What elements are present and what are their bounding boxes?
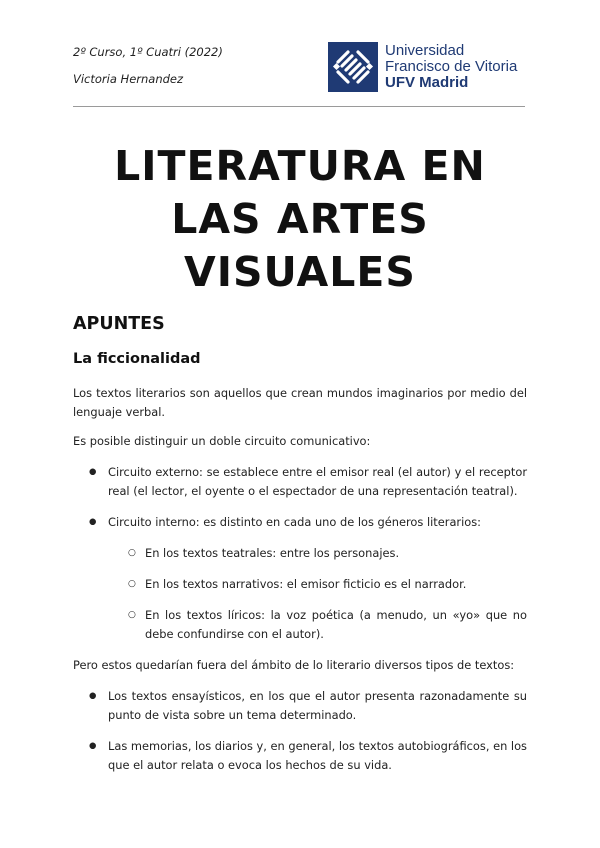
- section-subheading: La ficcionalidad: [73, 351, 201, 367]
- logo-line-3: UFV Madrid: [385, 74, 469, 91]
- list-item: ● Circuito externo: se establece entre el emisor real (el autor) y el receptor real (el lector, el oyente o el espectador de una representación teatral).: [73, 463, 527, 501]
- list-item: [73, 513, 527, 644]
- sub-list-item: ○ En los textos narrativos: el emisor ficticio es el narrador.: [108, 575, 527, 594]
- title-line-1: LITERATURA EN: [114, 142, 486, 190]
- logo-wordmark: [385, 43, 517, 91]
- paragraph: Es posible distinguir un doble circuito comunicativo:: [73, 434, 371, 448]
- list-item-text: Circuito interno: es distinto en cada uno de los géneros literarios:: [108, 515, 482, 529]
- ufv-emblem-icon: [328, 42, 378, 92]
- logo-line-1: Universidad: [385, 42, 465, 59]
- sub-bullet-list: [108, 544, 527, 644]
- university-logo: [328, 41, 517, 93]
- header-divider: [73, 106, 525, 107]
- sub-list-item: ○ En los textos líricos: la voz poética (a menudo, un «yo» que no debe confundirse con el autor).: [108, 606, 527, 644]
- title-line-2: LAS ARTES: [171, 195, 429, 243]
- title-line-3: VISUALES: [184, 248, 416, 296]
- bullet-list: [73, 687, 527, 775]
- sub-list-item: ○ En los textos teatrales: entre los personajes.: [108, 544, 527, 563]
- course-info: 2º Curso, 1º Cuatri (2022): [73, 45, 223, 59]
- document-title: [60, 140, 540, 299]
- list-item: ● Los textos ensayísticos, en los que el autor presenta razonadamente su punto de vista sobre un tema determinado.: [73, 687, 527, 725]
- author-name: Victoria Hernandez: [73, 72, 184, 86]
- paragraph: Los textos literarios son aquellos que crean mundos imaginarios por medio del lenguaje verbal.: [73, 386, 527, 419]
- logo-line-2: Francisco de Vitoria: [385, 58, 518, 75]
- document-body: [73, 384, 527, 787]
- paragraph: Pero estos quedarían fuera del ámbito de lo literario diversos tipos de textos:: [73, 658, 515, 672]
- list-item: ● Las memorias, los diarios y, en general, los textos autobiográficos, en los que el autor relata o evoca los hechos de su vida.: [73, 737, 527, 775]
- section-heading: APUNTES: [73, 314, 165, 334]
- bullet-list: [73, 463, 527, 644]
